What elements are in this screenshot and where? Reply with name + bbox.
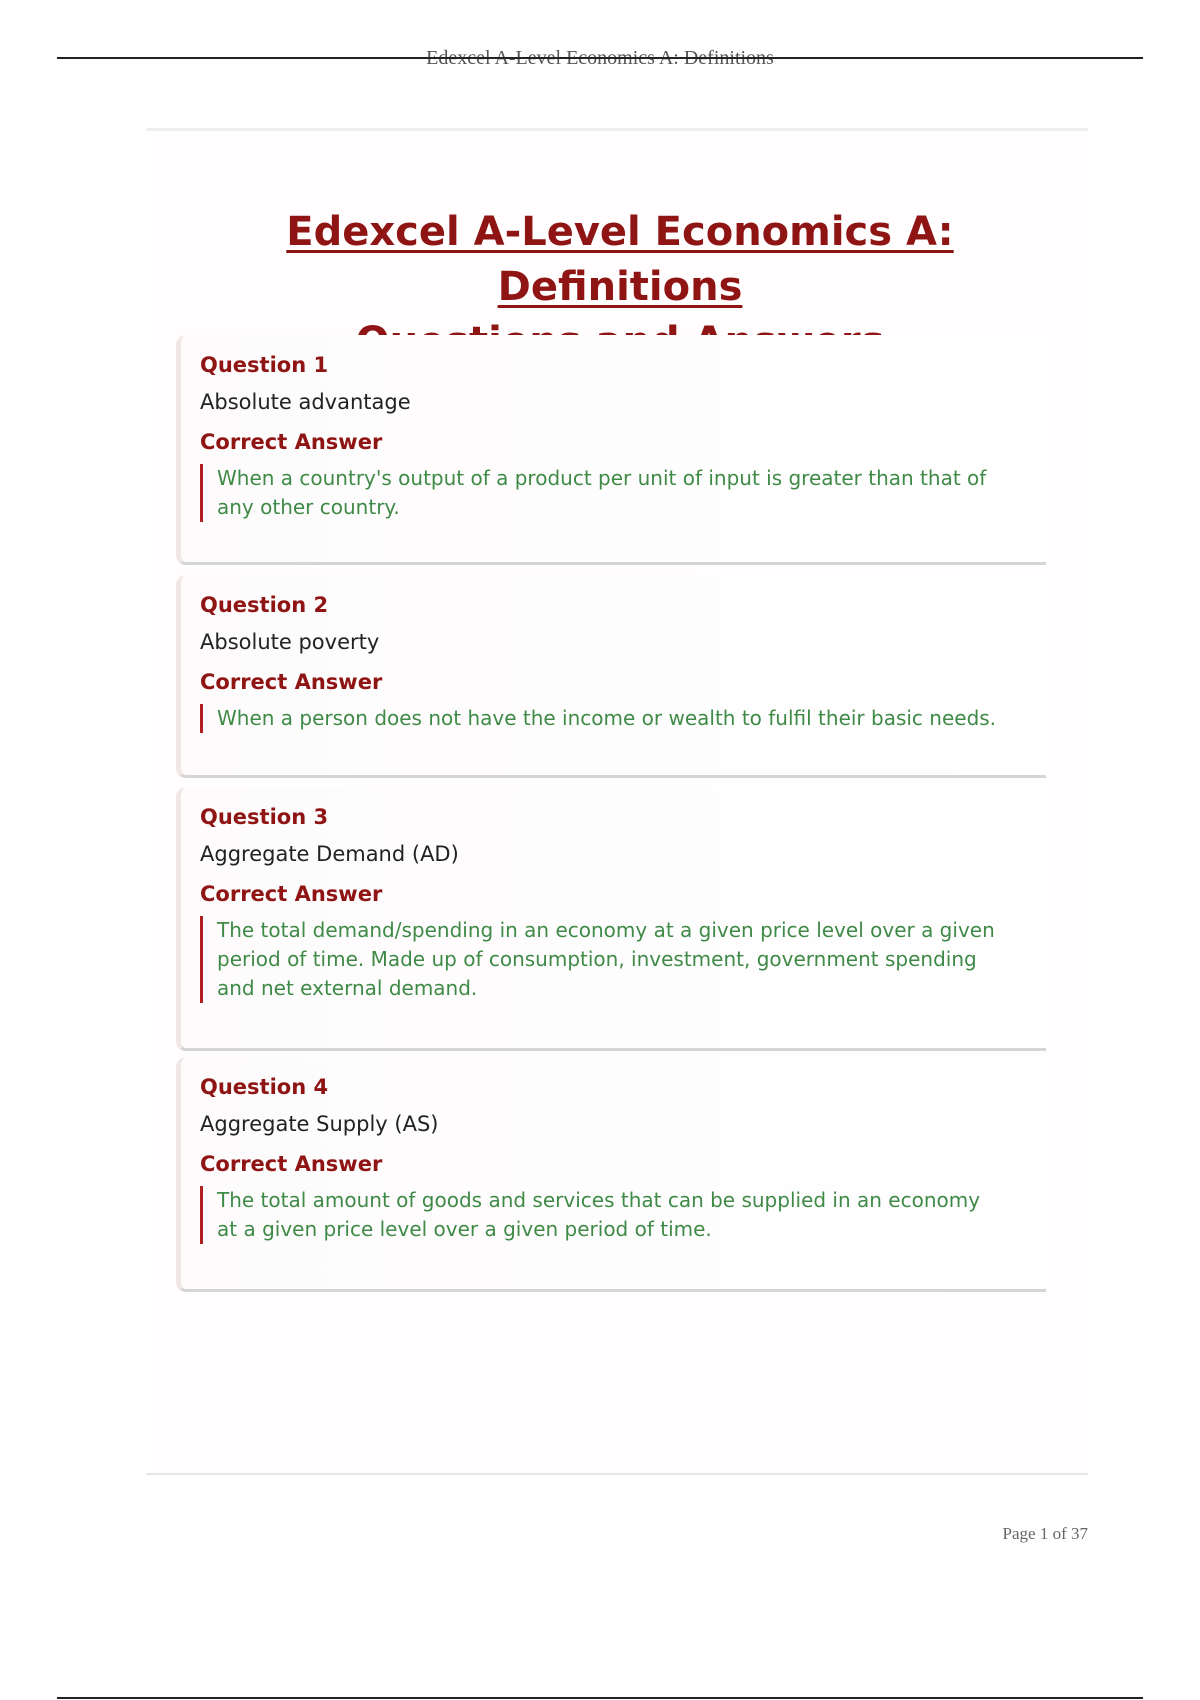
question-label: Question 1 bbox=[200, 353, 329, 377]
page-number: Page 1 of 37 bbox=[1002, 1524, 1088, 1543]
question-label: Question 4 bbox=[200, 1075, 329, 1099]
running-header: Edexcel A-Level Economics A: Definitions bbox=[426, 47, 774, 69]
question-term: Aggregate Supply (AS) bbox=[200, 1112, 439, 1136]
question-label: Question 2 bbox=[200, 593, 329, 617]
question-term: Aggregate Demand (AD) bbox=[200, 842, 459, 866]
title-line-1: Edexcel A-Level Economics A: Definitions bbox=[286, 209, 954, 310]
question-term: Absolute poverty bbox=[200, 630, 380, 654]
question-card-2 bbox=[176, 575, 1046, 778]
answer-text: When a person does not have the income or wealth to fulfil their basic needs. bbox=[200, 704, 1000, 733]
footer-rule bbox=[57, 1697, 1143, 1699]
answer-label: Correct Answer bbox=[200, 430, 383, 454]
question-label: Question 3 bbox=[200, 805, 329, 829]
answer-label: Correct Answer bbox=[200, 882, 383, 906]
answer-text: The total amount of goods and services that can be supplied in an economy at a given price level over a given period of time. bbox=[200, 1186, 1000, 1244]
question-card-4 bbox=[176, 1057, 1046, 1292]
answer-label: Correct Answer bbox=[200, 1152, 383, 1176]
answer-label: Correct Answer bbox=[200, 670, 383, 694]
question-term: Absolute advantage bbox=[200, 390, 411, 414]
answer-text: The total demand/spending in an economy at a given price level over a given period of time. Made up of consumption, investment, government spending and net external demand. bbox=[200, 916, 1000, 1003]
question-card-1 bbox=[176, 335, 1046, 565]
question-card-3 bbox=[176, 787, 1046, 1051]
header-rule bbox=[57, 57, 1143, 59]
answer-text: When a country's output of a product per unit of input is greater than that of any other country. bbox=[200, 464, 1000, 522]
